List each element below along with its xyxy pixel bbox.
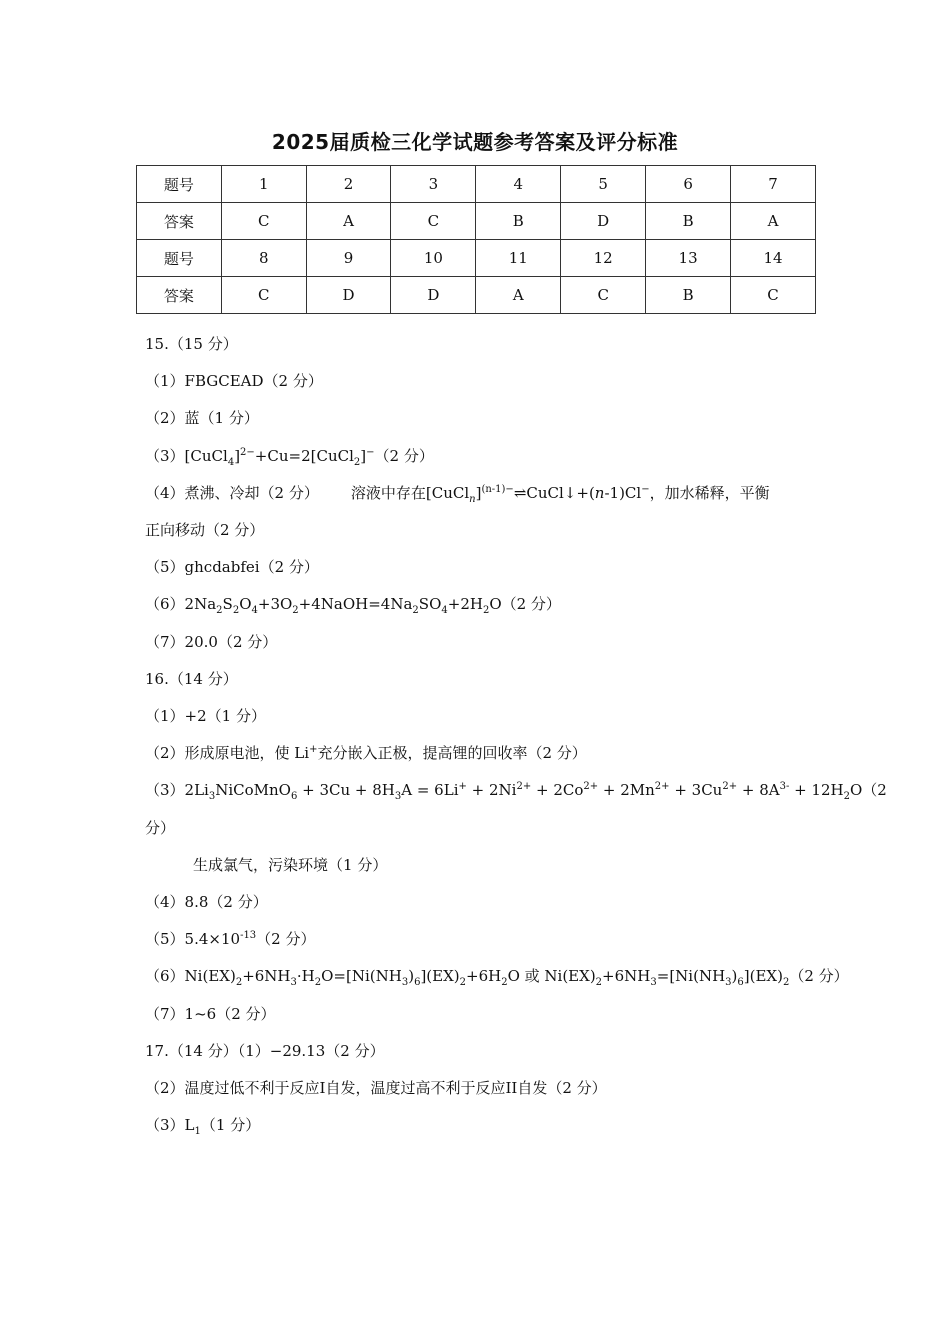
text-segment: O（2 分） (489, 595, 561, 614)
q15-answer-4: （4）煮沸、冷却（2 分） 溶液中存在[CuCl$_n$]$^{(n-1)-}$⇌CuCl↓+(n-1)Cl−，加水稀释，平衡 (145, 483, 770, 505)
text-segment: （6）2Na (145, 595, 217, 614)
text-segment: S (222, 595, 233, 614)
text-segment: 充分嵌入正极，提高锂的回收率（2 分） (317, 744, 587, 763)
table-cell: D (391, 277, 476, 314)
table-cell: A (476, 277, 561, 314)
q16-header: 16.（14 分） (145, 669, 238, 688)
subscript: 3 (650, 977, 657, 989)
q16-answer-7: （7）1~6（2 分） (145, 1004, 276, 1023)
subscript: 2 (595, 977, 603, 989)
text-segment: + 2Mn (598, 781, 655, 800)
table-cell: 6 (646, 166, 731, 203)
text-segment: （4）煮沸、冷却（2 分） (145, 483, 319, 502)
subscript: 6 (737, 977, 744, 989)
text-segment: -1)Cl (604, 483, 642, 502)
q15-answer-7: （7）20.0（2 分） (145, 632, 278, 651)
subscript: 2 (292, 605, 299, 617)
table-cell: 答案 (137, 277, 222, 314)
table-cell: 3 (391, 166, 476, 203)
table-cell: 4 (476, 166, 561, 203)
table-cell: 11 (476, 240, 561, 277)
subscript: 2 (314, 977, 322, 989)
text-segment: A = 6Li (401, 781, 459, 800)
subscript: 4 (251, 605, 258, 617)
text-segment: （3）2Li (145, 781, 209, 800)
subscript: 4 (227, 456, 235, 468)
subscript: 2 (216, 605, 223, 617)
table-cell: C (561, 277, 646, 314)
subscript: 3 (290, 977, 297, 989)
q17-header: 17.（14 分）（1）−29.13（2 分） (145, 1041, 385, 1060)
text-segment: + 3Cu + 8H (297, 781, 395, 800)
table-cell: 1 (221, 166, 306, 203)
table-cell: A (306, 203, 391, 240)
table-cell: B (646, 277, 731, 314)
superscript: + (309, 744, 318, 756)
table-cell: A (731, 203, 816, 240)
text-segment: +6NH (602, 967, 651, 986)
text-segment: ](EX) (420, 967, 460, 986)
text-segment: O 或 Ni(EX) (507, 967, 596, 986)
equilibrium-arrow: ⇌ (513, 483, 527, 502)
q16-answer-6 (145, 958, 849, 995)
table-cell: B (476, 203, 561, 240)
text-segment: （2 分） (374, 446, 434, 465)
text-segment: + 12H (789, 781, 844, 800)
superscript: − (641, 483, 650, 495)
superscript: 2+ (583, 781, 599, 793)
subscript: n (469, 493, 476, 505)
q15-header: 15.（15 分） (145, 335, 238, 353)
text-segment: +Cu=2[CuCl (254, 446, 354, 465)
text-segment: （5）5.4×10 (145, 930, 241, 949)
superscript: 2− (240, 446, 255, 458)
text-segment: O（2 (849, 781, 887, 800)
q16-answer-4: （4）8.8（2 分） (145, 893, 268, 912)
table-cell: 题号 (137, 166, 222, 203)
text-segment: +3O (257, 595, 293, 614)
text-segment: +2H (447, 595, 483, 614)
subscript: 2 (235, 977, 243, 989)
text-segment: ) (731, 967, 738, 986)
table-cell: 9 (306, 240, 391, 277)
subscript: 6 (414, 977, 421, 989)
q16-answer-2 (145, 735, 813, 772)
table-cell: 8 (221, 240, 306, 277)
superscript: − (366, 446, 375, 458)
superscript: 2+ (722, 781, 738, 793)
text-segment: （2 分） (256, 930, 316, 949)
text-segment: ·H (296, 967, 315, 986)
subscript: 6 (290, 791, 298, 803)
answer-table (136, 165, 816, 314)
q15-answer-1: （1）FBGCEAD（2 分） (145, 372, 323, 391)
q17-answer-3 (145, 1107, 813, 1144)
table-row (137, 203, 816, 240)
text-segment: （6）Ni(EX) (145, 967, 236, 986)
text-segment: + 3Cu (669, 781, 723, 800)
table-cell: B (646, 203, 731, 240)
text-segment: +6NH (242, 967, 291, 986)
superscript: + (458, 781, 467, 793)
subscript: 2 (459, 977, 466, 989)
table-cell: 题号 (137, 240, 222, 277)
table-cell: C (391, 203, 476, 240)
subscript: 2 (843, 791, 850, 803)
subscript: 1 (194, 1126, 201, 1138)
subscript: 2 (782, 977, 790, 989)
table-cell: C (221, 277, 306, 314)
text-segment: （3）[CuCl (145, 446, 228, 465)
variable-n: n (594, 483, 605, 502)
table-cell: 答案 (137, 203, 222, 240)
answer-content (145, 326, 887, 1144)
text-segment: 溶液中存在[CuCl (350, 483, 470, 502)
table-row (137, 277, 816, 314)
q16-answer-3 (145, 772, 887, 809)
q16-answer-3-note: 生成氯气，污染环境（1 分） (193, 855, 388, 874)
subscript: 3 (208, 791, 216, 803)
text-segment: SO (418, 595, 442, 614)
text-segment: （3）L (145, 1116, 195, 1135)
text-segment: ](EX) (743, 967, 783, 986)
table-row (137, 240, 816, 277)
text-segment: +6H (466, 967, 502, 986)
table-cell: D (306, 277, 391, 314)
superscript: (n-1)− (481, 483, 514, 495)
subscript: 2 (232, 605, 240, 617)
q15-answer-4-continued: 正向移动（2 分） (145, 521, 265, 540)
superscript: 2+ (516, 781, 532, 793)
text-segment: O (239, 595, 252, 614)
text-segment: （2）形成原电池，使 Li (145, 744, 310, 763)
text-segment: （1 分） (200, 1116, 261, 1135)
q16-answer-3-continued: 分） (145, 818, 176, 837)
table-cell: C (221, 203, 306, 240)
subscript: 4 (441, 605, 448, 617)
q15-answer-6 (145, 586, 813, 623)
text-segment: （2 分） (789, 967, 849, 986)
q15-answer-5: （5）ghcdabfei（2 分） (145, 558, 319, 577)
table-cell: 12 (561, 240, 646, 277)
table-cell: 10 (391, 240, 476, 277)
superscript: 2+ (654, 781, 670, 793)
text-segment: +4NaOH=4Na (298, 595, 413, 614)
text-segment: NiCoMnO (215, 781, 291, 800)
subscript: 2 (353, 456, 361, 468)
text-segment: + 2Ni (466, 781, 517, 800)
text-segment: CuCl↓+( (526, 483, 595, 502)
page-title: 2025届质检三化学试题参考答案及评分标准 (271, 130, 679, 154)
subscript: 2 (412, 605, 419, 617)
table-cell: 7 (731, 166, 816, 203)
subscript: 3 (725, 977, 732, 989)
q15-answer-2: （2）蓝（1 分） (145, 409, 259, 428)
text-segment: =[Ni(NH (656, 967, 726, 986)
subscript: 2 (482, 605, 490, 617)
table-cell: D (561, 203, 646, 240)
text-segment: + 2Co (531, 781, 584, 800)
table-cell: C (731, 277, 816, 314)
q17-answer-2: （2）温度过低不利于反应I自发，温度过高不利于反应II自发（2 分） (145, 1079, 607, 1098)
superscript: 3- (779, 781, 790, 793)
subscript: 2 (501, 977, 508, 989)
table-cell: 13 (646, 240, 731, 277)
text-segment: O=[Ni(NH (321, 967, 402, 986)
text-segment: ，加水稀释，平衡 (649, 483, 770, 502)
text-segment: + 8A (737, 781, 780, 800)
q16-answer-5 (145, 921, 813, 958)
q16-answer-1: （1）+2（1 分） (145, 707, 266, 726)
subscript: 3 (401, 977, 409, 989)
q15-answer-3: （3）[CuCl$_4$]$^{2-}$+Cu=2[CuCl$_2$]−（2 分） (145, 446, 434, 468)
table-cell: 2 (306, 166, 391, 203)
table-cell: 5 (561, 166, 646, 203)
table-cell: 14 (731, 240, 816, 277)
superscript: -13 (240, 930, 257, 942)
table-row (137, 166, 816, 203)
text-segment: ) (408, 967, 415, 986)
subscript: 3 (394, 791, 402, 803)
